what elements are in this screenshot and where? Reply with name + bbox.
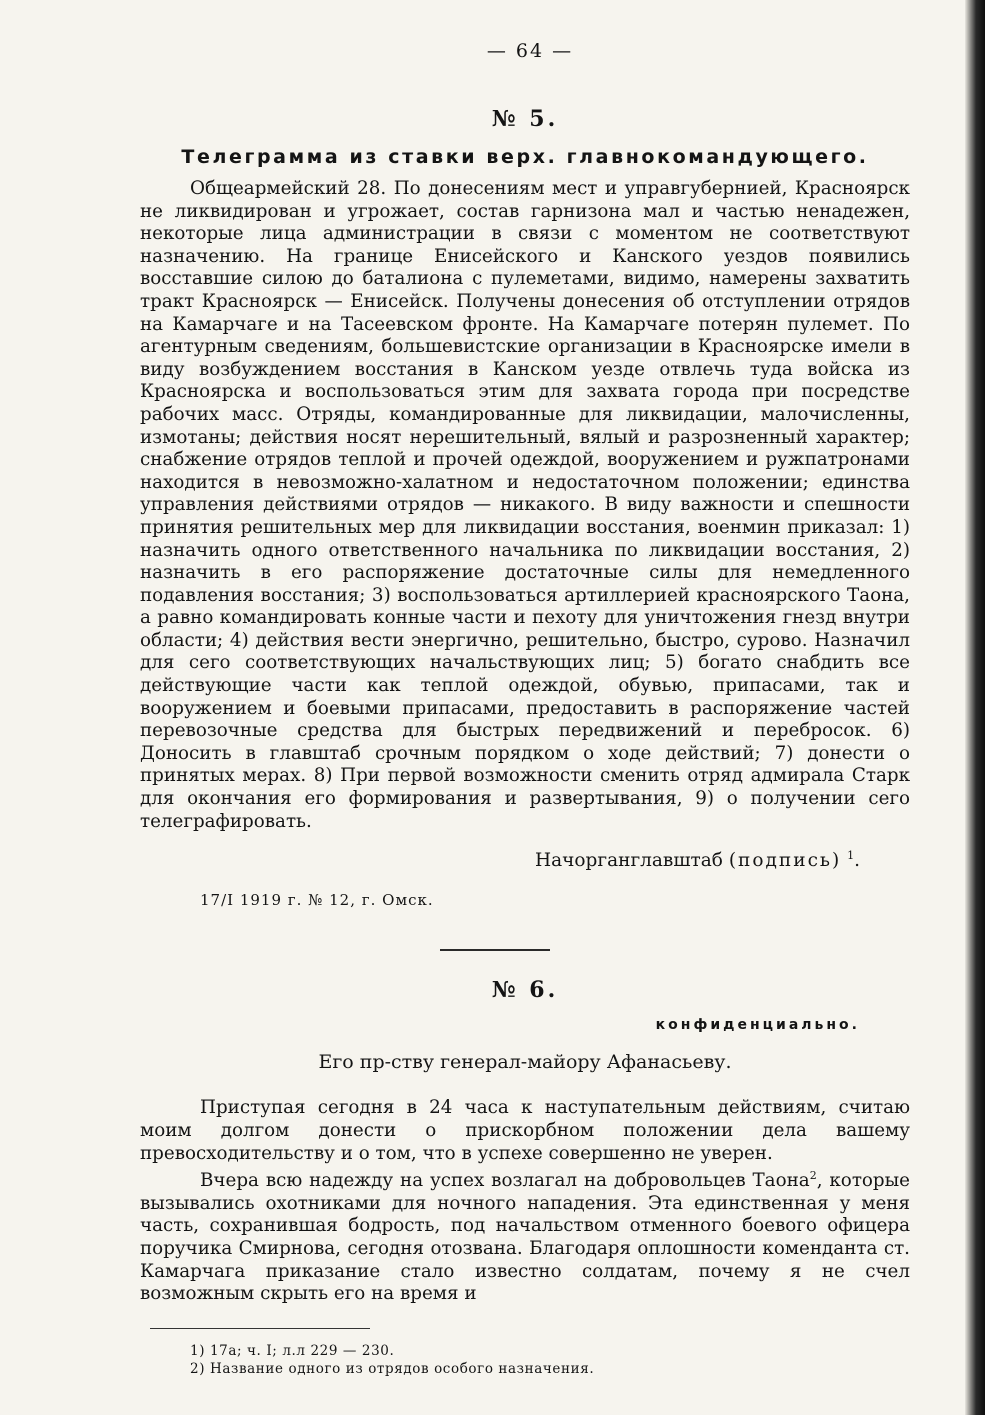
classification-label: конфиденциально.: [655, 1017, 860, 1034]
footnote: [190, 1343, 910, 1359]
footnote: [190, 1361, 910, 1377]
footnote-text: Название одного из отрядов особого назначения.: [209, 1360, 595, 1377]
page-number: — 64 —: [486, 40, 574, 62]
report-paragraph-1: Приступая сегодня в 24 часа к наступательным действиям, считаю моим долгом донести о прискорбном положении дела вашему превосходительству и о том, что в успехе совершенно не уверен.: [140, 1097, 910, 1164]
document-page: [140, 40, 910, 1379]
document-number-6: № 6.: [491, 977, 559, 1004]
section-divider: [440, 949, 550, 951]
footnote-mark: 2): [190, 1360, 206, 1377]
telegram-body: Общеармейский 28. По донесениям мест и управгубернией, Красноярск не ликвидирован и угрожает, состав гарнизона мал и частью ненадежен, некоторые лица администрации в связи с моментом не соответствуют назначению. На границе Енисейского и Канского уездов появились восставшие силою до баталиона с пулеметами, видимо, намерены захватить тракт Красноярск — Енисейск. Получены донесения об отступлении отрядов на Камарчаге и на Тасеевском фронте. На Камарчаге потерян пулемет. По агентурным сведениям, большевистские организации в Красноярске имели в виду возбуждением восстания в Канском уезде отвлечь туда войска из Красноярска и воспользоваться этим для захвата города при посредстве рабочих масс. Отряды, командированные для ликвидации, малочисленны, измотаны; действия носят нерешительный, вялый и разрозненный характер; снабжение отрядов теплой и прочей одеждой, вооружением и ружпатронами находится в невозможно-халатном и недостаточном положении; единства управления действиями отрядов — никакого. В виду важности и спешности принятия решительных мер для ликвидации восстания, военмин приказал: 1) назначить одного ответственного начальника по ликвидации восстания, 2) назначить в его распоряжение достаточные силы для немедленного подавления восстания; 3) воспользоваться артиллерией красноярского Таона, а равно командировать конные части и пехоту для уничтожения гнезд внутри области; 4) действия вести энергично, решительно, быстро, сурово. Назначил для сего соответствующих начальствующих лиц; 5) богато снабдить все действующие части как теплой одеждой, обувью, припасами, так и вооружением и боевыми припасами, предоставить в распоряжение частей перевозочные средства для быстрых передвижений и перебросок. 6) Доносить в главштаб срочным порядком о ходе действий; 7) донести о принятых мерах. 8) При первой возможности сменить отряд адмирала Старк для окончания его формирования и развертывания, 9) о получении сего телеграфировать.: [140, 178, 910, 832]
signature-title: Начорганглавштаб: [535, 850, 723, 872]
signature-line: Начорганглавштаб (подпись) $^1$.: [535, 849, 860, 872]
scan-edge: [965, 0, 985, 1415]
dateline: 17/I 1919 г. № 12, г. Омск.: [200, 891, 434, 910]
footnote-ref-2: 2: [809, 1169, 817, 1183]
footnote-ref-1: 1: [847, 849, 855, 863]
addressee: Его пр-ству генерал-майору Афанасьеву.: [318, 1051, 732, 1074]
signature-word: (подпись): [728, 850, 842, 872]
report-paragraph-2-rest: , которые вызывались охотниками для ночного нападения. Эта единственная у меня часть, сохранившая бодрость, под начальством отменного боевого офицера поручика Смирнова, сегодня отозвана. Благодаря оплошности коменданта ст. Камарчага приказание стало известно солдатам, почему я не счел возможным скрыть его на время и: [140, 1170, 911, 1305]
footnote-text: 17а; ч. I; л.л 229 — 230.: [209, 1342, 395, 1359]
report-paragraph-2-start: Вчера всю надежду на успех возлагал на добровольцев Таона: [200, 1170, 810, 1192]
telegram-title: Телеграмма из ставки верх. главнокомандующего.: [181, 146, 869, 168]
document-number-5: № 5.: [491, 106, 559, 132]
footnote-mark: 1): [190, 1342, 206, 1359]
footnote-rule: [150, 1328, 370, 1329]
report-paragraph-2: [140, 1165, 910, 1306]
